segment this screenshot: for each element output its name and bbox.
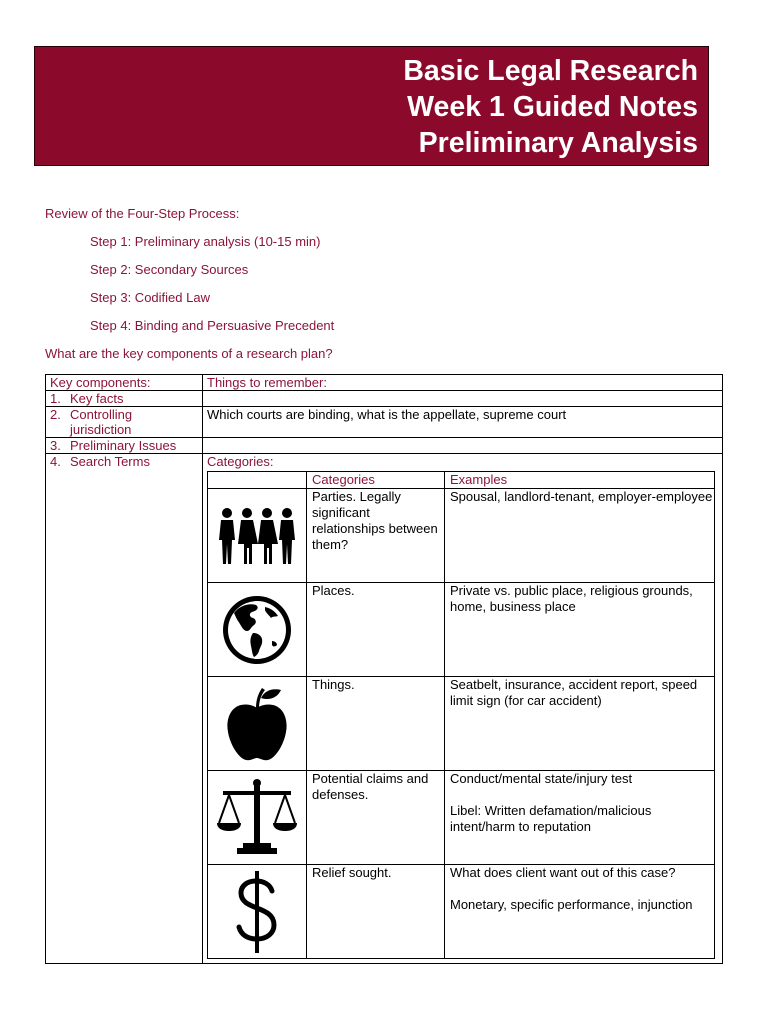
example-relief-question: What does client want out of this case? bbox=[450, 865, 676, 880]
row-label-controlling: Controlling bbox=[70, 407, 133, 422]
category-relief: Relief sought. bbox=[307, 865, 445, 959]
title-banner bbox=[34, 46, 709, 166]
col-things-to-remember-header: Things to remember: bbox=[203, 375, 723, 391]
step-1: Step 1: Preliminary analysis (10-15 min) bbox=[90, 234, 321, 249]
category-things: Things. bbox=[307, 677, 445, 771]
col-categories-header: Categories bbox=[307, 472, 445, 489]
row-number: 3. bbox=[50, 438, 61, 453]
category-parties: Parties. Legally significant relationships between them? bbox=[307, 489, 445, 583]
step-3: Step 3: Codified Law bbox=[90, 290, 210, 305]
people-icon bbox=[217, 506, 297, 566]
row-label-key-facts: Key facts bbox=[70, 391, 124, 406]
scales-icon bbox=[217, 777, 297, 859]
col-examples-header: Examples bbox=[445, 472, 715, 489]
table-row bbox=[46, 438, 723, 454]
example-claims-libel: Libel: Written defamation/malicious intent/harm to reputation bbox=[450, 803, 652, 834]
row-label-jurisdiction: jurisdiction bbox=[70, 422, 132, 437]
step-4: Step 4: Binding and Persuasive Precedent bbox=[90, 318, 335, 333]
example-claims-test: Conduct/mental state/injury test bbox=[450, 771, 633, 786]
category-claims-defenses: Potential claims and defenses. bbox=[307, 771, 445, 865]
example-relief-types: Monetary, specific performance, injunction bbox=[450, 897, 693, 912]
title-line-1: Basic Legal Research bbox=[403, 55, 698, 87]
row-number: 1. bbox=[50, 391, 61, 406]
row-label-preliminary-issues: Preliminary Issues bbox=[70, 438, 177, 453]
table-row bbox=[208, 583, 715, 677]
table-row bbox=[208, 865, 715, 959]
title-line-3: Preliminary Analysis bbox=[418, 127, 698, 159]
search-terms-header-row bbox=[208, 472, 715, 489]
step-2: Step 2: Secondary Sources bbox=[90, 262, 249, 277]
research-plan-question: What are the key components of a research plan? bbox=[45, 346, 333, 361]
table-row bbox=[208, 677, 715, 771]
table-row bbox=[208, 489, 715, 583]
table-header-row bbox=[46, 375, 723, 391]
title-line-2: Week 1 Guided Notes bbox=[407, 91, 698, 123]
example-places: Private vs. public place, religious grounds, home, business place bbox=[445, 583, 715, 677]
table-row bbox=[46, 407, 723, 438]
row-note bbox=[203, 391, 723, 407]
dollar-icon bbox=[232, 869, 282, 955]
table-row bbox=[46, 391, 723, 407]
row-note bbox=[203, 438, 723, 454]
example-parties: Spousal, landlord-tenant, employer-employee bbox=[445, 489, 715, 583]
row-number: 4. bbox=[50, 454, 61, 469]
table-row bbox=[46, 454, 723, 964]
globe-icon bbox=[220, 593, 294, 667]
categories-label: Categories: bbox=[207, 454, 274, 469]
row-label-search-terms: Search Terms bbox=[70, 454, 150, 469]
category-places: Places. bbox=[307, 583, 445, 677]
apple-icon bbox=[224, 684, 290, 764]
research-plan-table bbox=[45, 374, 723, 964]
row-note-jurisdiction: Which courts are binding, what is the appellate, supreme court bbox=[203, 407, 723, 438]
example-things: Seatbelt, insurance, accident report, speed limit sign (for car accident) bbox=[445, 677, 715, 771]
search-terms-table bbox=[207, 471, 715, 959]
table-row bbox=[208, 771, 715, 865]
row-number: 2. bbox=[50, 407, 61, 422]
col-key-components-header: Key components: bbox=[46, 375, 203, 391]
review-heading: Review of the Four-Step Process: bbox=[45, 206, 240, 221]
